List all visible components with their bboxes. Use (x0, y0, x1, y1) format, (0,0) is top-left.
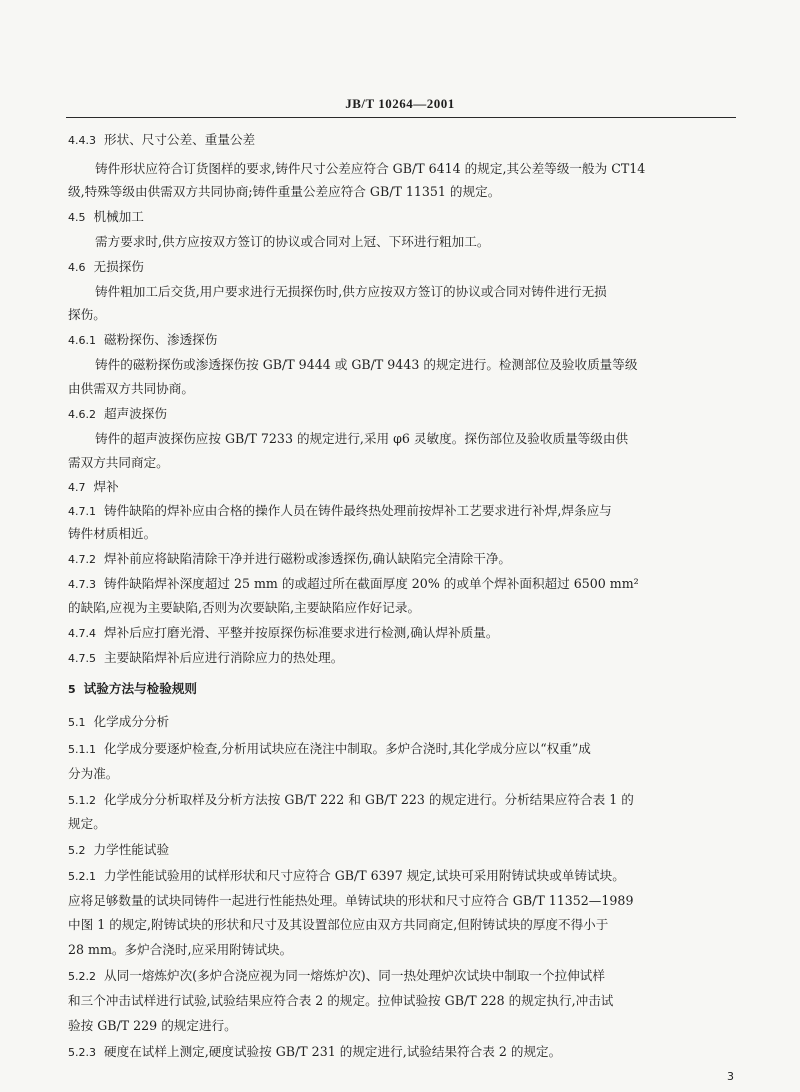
clause-4-7-3 (68, 574, 639, 595)
paragraph-line (68, 814, 106, 834)
clause-text: 试验方法与检验规则 (83, 681, 197, 696)
paragraph-line (68, 182, 500, 202)
line-text: 由供需双方共同协商。 (68, 381, 194, 396)
paragraph-line (95, 282, 607, 302)
paragraph-line (95, 429, 628, 449)
line-text: 需双方共同商定。 (68, 455, 169, 470)
clause-text: 化学成分分析取样及分析方法按 GB/T 222 和 GB/T 223 的规定进行。分析结果应符合表 1 的 (104, 792, 634, 807)
paragraph-line (68, 598, 420, 618)
clause-heading-4-6-1 (68, 330, 217, 351)
clause-text: 力学性能试验 (93, 842, 170, 857)
clause-number: 4.7.1 (68, 505, 96, 518)
clause-text: 铸件缺陷的焊补应由合格的操作人员在铸件最终热处理前按焊补工艺要求进行补焊,焊条应与 (104, 503, 612, 518)
line-text: 规定。 (68, 816, 106, 831)
clause-text: 机械加工 (93, 209, 144, 224)
clause-5-1-1 (68, 739, 591, 760)
clause-text: 磁粉探伤、渗透探伤 (104, 332, 218, 347)
clause-4-7-1 (68, 501, 612, 522)
clause-number: 5.1 (68, 716, 86, 729)
line-text: 铸件的磁粉探伤或渗透探伤按 GB/T 9444 或 GB/T 9443 的规定进行。检测部位及验收质量等级 (95, 357, 638, 372)
line-text: 分为准。 (68, 766, 119, 781)
clause-number: 5.2.1 (68, 870, 96, 883)
clause-heading-4-6 (68, 257, 144, 278)
clause-4-7-5 (68, 648, 343, 669)
paragraph-line (68, 991, 613, 1011)
line-text: 探伤。 (68, 307, 106, 322)
clause-number: 5.2.3 (68, 1046, 96, 1059)
paragraph-line (95, 355, 637, 375)
paragraph-line (68, 891, 633, 911)
clause-number: 5.1.1 (68, 743, 96, 756)
clause-number: 4.6.1 (68, 334, 96, 347)
line-text: 验按 GB/T 229 的规定进行。 (68, 1018, 237, 1033)
line-text: 的缺陷,应视为主要缺陷,否则为次要缺陷,主要缺陷应作好记录。 (68, 600, 421, 615)
clause-4-7-4 (68, 623, 498, 644)
paragraph-line (68, 915, 608, 935)
clause-number: 4.7.3 (68, 578, 96, 591)
clause-number: 5 (68, 683, 76, 696)
clause-text: 焊补前应将缺陷清除干净并进行磁粉或渗透探伤,确认缺陷完全清除干净。 (104, 551, 512, 566)
clause-5-2-2 (68, 966, 605, 987)
paragraph-line (68, 524, 156, 544)
clause-heading-4-6-2 (68, 404, 167, 425)
line-text: 需方要求时,供方应按双方签订的协议或合同对上冠、下环进行粗加工。 (95, 234, 490, 249)
paragraph-line (95, 159, 645, 179)
clause-text: 铸件缺陷焊补深度超过 25 mm 的或超过所在截面厚度 20% 的或单个焊补面积超过 6500 mm² (104, 576, 639, 591)
clause-number: 4.7.2 (68, 553, 96, 566)
header-rule (66, 117, 736, 118)
clause-text: 力学性能试验用的试样形状和尺寸应符合 GB/T 6397 规定,试块可采用附铸试块或单铸试块。 (104, 868, 625, 883)
clause-text: 从同一熔炼炉次(多炉合浇应视为同一熔炼炉次)、同一热处理炉次试块中制取一个拉伸试样 (104, 968, 605, 983)
paragraph-line (68, 305, 106, 325)
clause-5-2-3 (68, 1042, 561, 1063)
paragraph-line (68, 379, 194, 399)
clause-number: 4.5 (68, 211, 86, 224)
clause-heading-5-2 (68, 840, 169, 861)
line-text: 铸件的超声波探伤应按 GB/T 7233 的规定进行,采用 φ6 灵敏度。探伤部位及验收质量等级由供 (95, 431, 629, 446)
clause-number: 5.2.2 (68, 970, 96, 983)
page-number: 3 (727, 1070, 734, 1083)
clause-number: 5.2 (68, 844, 86, 857)
clause-text: 主要缺陷焊补后应进行消除应力的热处理。 (104, 650, 344, 665)
clause-text: 超声波探伤 (104, 406, 167, 421)
line-text: 中图 1 的规定,附铸试块的形状和尺寸及其设置部位应由双方共同商定,但附铸试块的厚度不得小于 (68, 917, 609, 932)
paragraph-line (95, 232, 489, 252)
paragraph-line (68, 940, 292, 960)
clause-text: 焊补后应打磨光滑、平整并按原探伤标准要求进行检测,确认焊补质量。 (104, 625, 499, 640)
section-heading-5 (68, 679, 197, 700)
clause-heading-5-1 (68, 712, 169, 733)
clause-heading-4-4-3 (68, 130, 255, 151)
paragraph-line (68, 764, 118, 784)
line-text: 和三个冲击试样进行试验,试验结果应符合表 2 的规定。拉伸试验按 GB/T 228 的规定执行,冲击试 (68, 993, 614, 1008)
clause-text: 焊补 (93, 479, 119, 494)
clause-text: 化学成分分析 (93, 714, 170, 729)
line-text: 级,特殊等级由供需双方共同协商;铸件重量公差应符合 GB/T 11351 的规定。 (68, 184, 501, 199)
clause-5-1-2 (68, 790, 634, 811)
paragraph-line (68, 453, 169, 473)
clause-number: 4.7.5 (68, 652, 96, 665)
clause-number: 4.6.2 (68, 408, 96, 421)
standard-header: JB/T 10264—2001 (345, 96, 455, 111)
clause-text: 无损探伤 (93, 259, 144, 274)
clause-text: 化学成分要逐炉检查,分析用试块应在浇注中制取。多炉合浇时,其化学成分应以“权重”成 (104, 741, 591, 756)
line-text: 铸件材质相近。 (68, 526, 157, 541)
paragraph-line (68, 1016, 237, 1036)
clause-number: 4.4.3 (68, 134, 96, 147)
line-text: 28 mm。多炉合浇时,应采用附铸试块。 (68, 942, 293, 957)
clause-5-2-1 (68, 866, 625, 887)
line-text: 应将足够数量的试块同铸件一起进行性能热处理。单铸试块的形状和尺寸应符合 GB/T 11352—1989 (68, 893, 634, 908)
line-text: 铸件粗加工后交货,用户要求进行无损探伤时,供方应按双方签订的协议或合同对铸件进行无损 (95, 284, 607, 299)
clause-text: 形状、尺寸公差、重量公差 (104, 132, 256, 147)
clause-number: 4.6 (68, 261, 86, 274)
clause-text: 硬度在试样上测定,硬度试验按 GB/T 231 的规定进行,试验结果符合表 2 的规定。 (104, 1044, 562, 1059)
clause-heading-4-5 (68, 207, 144, 228)
clause-number: 4.7 (68, 481, 86, 494)
clause-heading-4-7 (68, 477, 119, 498)
clause-number: 5.1.2 (68, 794, 96, 807)
clause-4-7-2 (68, 549, 511, 570)
line-text: 铸件形状应符合订货图样的要求,铸件尺寸公差应符合 GB/T 6414 的规定,其公差等级一般为 CT14 (95, 161, 646, 176)
clause-number: 4.7.4 (68, 627, 96, 640)
